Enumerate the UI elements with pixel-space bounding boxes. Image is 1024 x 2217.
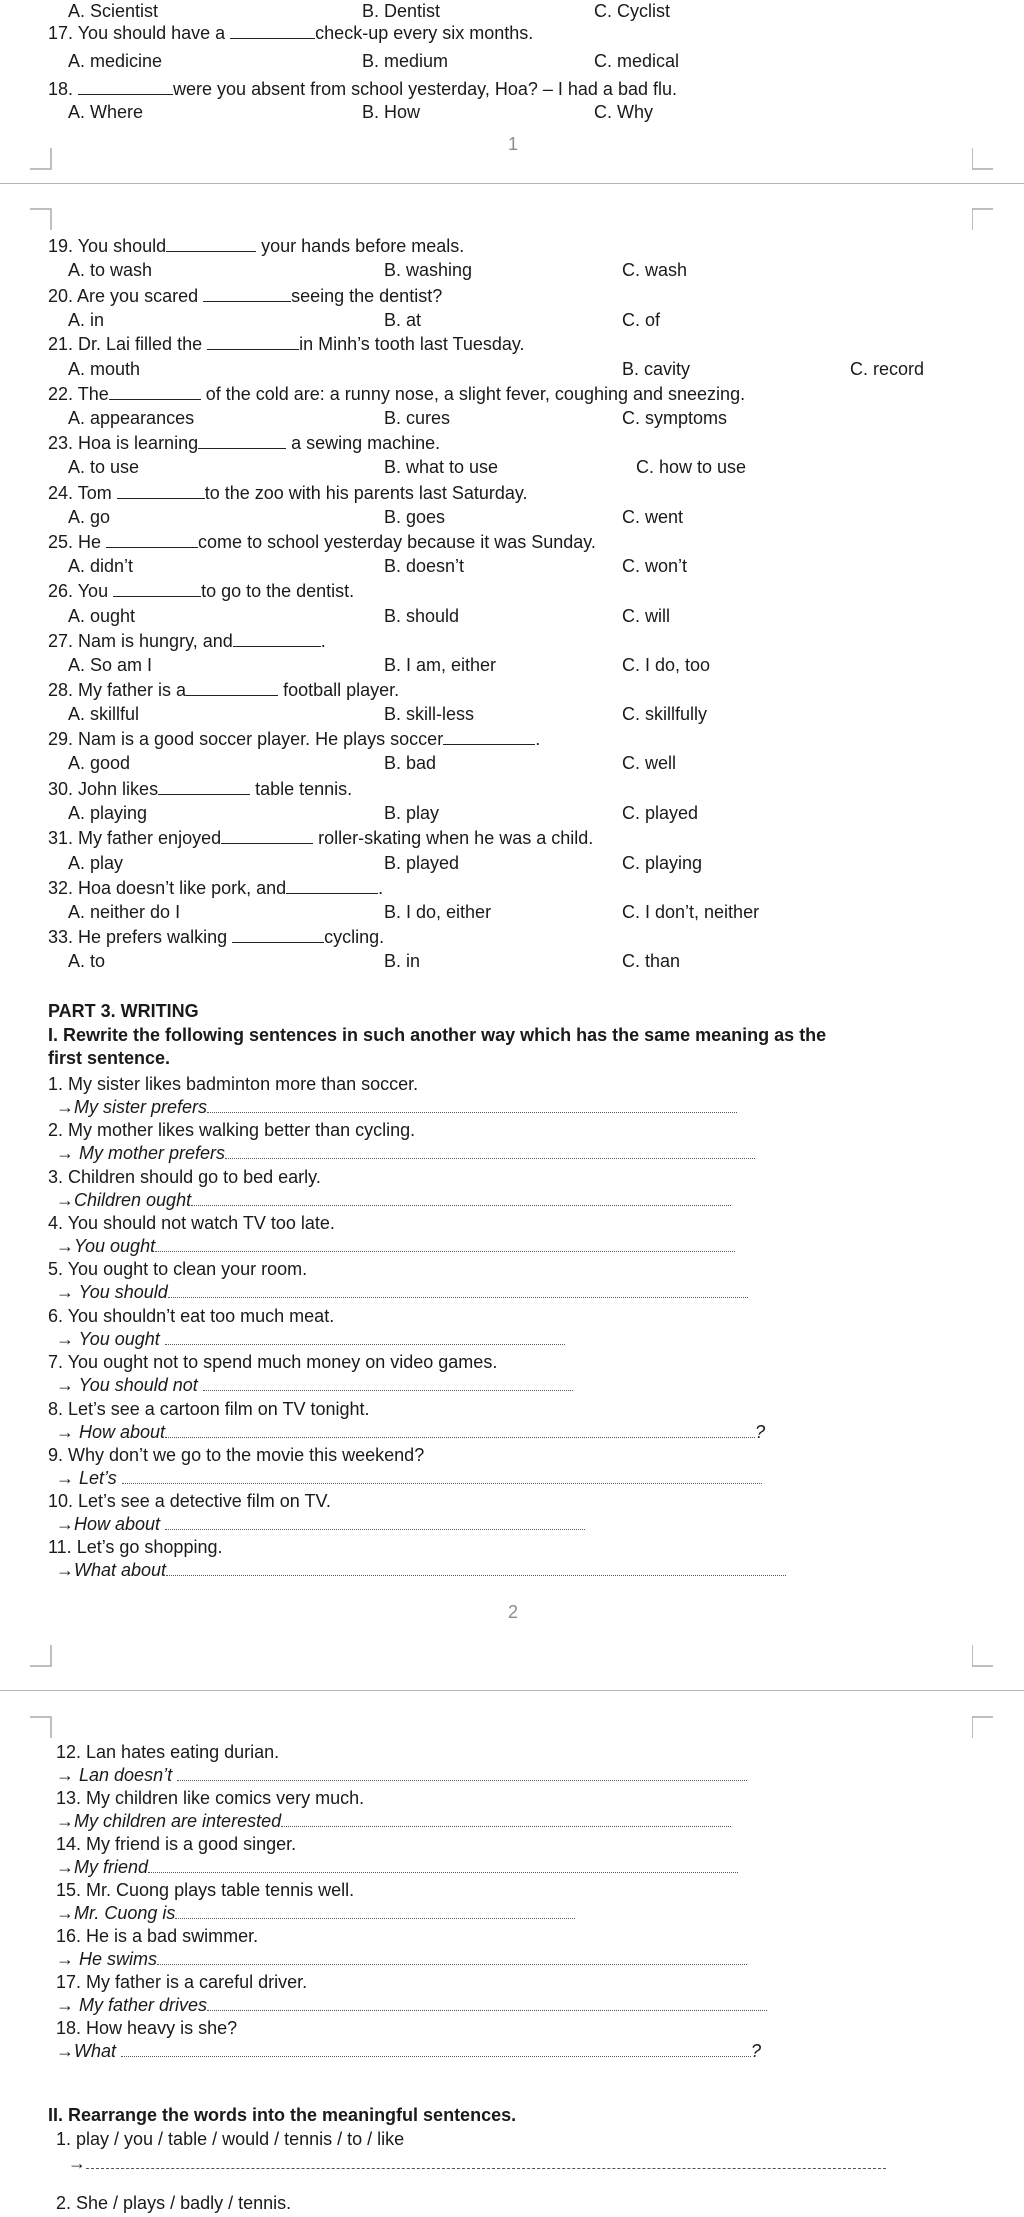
q16-option-b: B. Dentist xyxy=(362,1,441,21)
q30-option-b: B. play xyxy=(384,803,440,823)
rewrite-item-16-question: 16. He is a bad swimmer. xyxy=(56,1926,259,1946)
rewrite-item-8-question: 8. Let’s see a cartoon film on TV tonight. xyxy=(48,1399,370,1419)
question-19: 19. You should your hands before meals. xyxy=(48,236,465,256)
q32-option-c: C. I don’t, neither xyxy=(622,902,760,922)
q33-option-c: C. than xyxy=(622,951,681,971)
rearrange-item-2: 2. She / plays / badly / tennis. xyxy=(56,2193,292,2213)
q29-option-c: C. well xyxy=(622,753,677,773)
q33-option-a: A. to xyxy=(68,951,106,971)
rewrite-item-15-answer-line: →Mr. Cuong is xyxy=(56,1902,575,1924)
q25-option-b: B. doesn’t xyxy=(384,556,465,576)
q22-option-c: C. symptoms xyxy=(622,408,728,428)
q28-option-b: B. skill-less xyxy=(384,704,475,724)
q26-option-c: C. will xyxy=(622,606,670,626)
rewrite-item-2-question: 2. My mother likes walking better than cycling. xyxy=(48,1120,416,1140)
q18-option-c: C. Why xyxy=(594,102,654,122)
rewrite-item-11-answer-line: →What about xyxy=(56,1559,786,1581)
page-corner-mark xyxy=(972,148,994,170)
q18-option-b: B. How xyxy=(362,102,421,122)
q27-option-b: B. I am, either xyxy=(384,655,497,675)
q24-option-c: C. went xyxy=(622,507,684,527)
rewrite-item-18-answer-line: →What ? xyxy=(56,2041,762,2061)
question-28: 28. My father is a football player. xyxy=(48,680,400,700)
page-number-2: 2 xyxy=(508,1602,519,1622)
question-26: 26. You to go to the dentist. xyxy=(48,581,355,601)
q21-option-c: C. record xyxy=(850,359,925,379)
rewrite-item-16-answer-line: → He swims xyxy=(56,1948,747,1970)
rewrite-item-3-question: 3. Children should go to bed early. xyxy=(48,1167,321,1187)
page-corner-mark xyxy=(972,1716,994,1738)
rearrange-item-1-answer-line: → xyxy=(68,2152,886,2174)
question-18: 18. were you absent from school yesterday, Hoa? – I had a bad flu. xyxy=(48,79,677,99)
q24-option-a: A. go xyxy=(68,507,111,527)
question-20: 20. Are you scared seeing the dentist? xyxy=(48,286,443,306)
q32-option-b: B. I do, either xyxy=(384,902,492,922)
q16-option-c: C. Cyclist xyxy=(594,1,670,21)
q21-option-b: B. cavity xyxy=(622,359,691,379)
question-29: 29. Nam is a good soccer player. He plays soccer . xyxy=(48,729,541,749)
rewrite-item-5-answer-line: → You should xyxy=(56,1281,748,1303)
page-corner-mark xyxy=(972,1645,994,1667)
q20-option-c: C. of xyxy=(622,310,661,330)
rewrite-item-4-answer-line: →You ought xyxy=(56,1235,735,1257)
page-number-1: 1 xyxy=(508,134,519,154)
q30-option-c: C. played xyxy=(622,803,699,823)
q28-option-a: A. skillful xyxy=(68,704,140,724)
rewrite-item-13-answer-line: →My children are interested xyxy=(56,1810,731,1832)
q21-option-a: A. mouth xyxy=(68,359,141,379)
q27-option-a: A. So am I xyxy=(68,655,153,675)
page-corner-mark xyxy=(30,1645,52,1667)
rewrite-item-12-answer-line: → Lan doesn’t xyxy=(56,1764,747,1786)
q29-option-a: A. good xyxy=(68,753,131,773)
rewrite-item-1-answer-line: →My sister prefers xyxy=(56,1096,737,1118)
rewrite-item-6-answer-line: → You ought xyxy=(56,1328,565,1350)
page-corner-mark xyxy=(30,148,52,170)
q26-option-a: A. ought xyxy=(68,606,136,626)
rewrite-item-15-question: 15. Mr. Cuong plays table tennis well. xyxy=(56,1880,355,1900)
page-divider xyxy=(0,1690,1024,1691)
rewrite-item-5-question: 5. You ought to clean your room. xyxy=(48,1259,308,1279)
question-22: 22. The of the cold are: a runny nose, a slight fever, coughing and sneezing. xyxy=(48,384,746,404)
part3-title: PART 3. WRITING xyxy=(48,1001,199,1021)
question-33: 33. He prefers walking cycling. xyxy=(48,927,385,947)
rewrite-item-13-question: 13. My children like comics very much. xyxy=(56,1788,365,1808)
q23-option-b: B. what to use xyxy=(384,457,499,477)
q19-option-b: B. washing xyxy=(384,260,473,280)
q30-option-a: A. playing xyxy=(68,803,148,823)
q17-option-a: A. medicine xyxy=(68,51,163,71)
rewrite-item-17-answer-line: → My father drives xyxy=(56,1994,767,2016)
page-corner-mark xyxy=(972,208,994,230)
q20-option-b: B. at xyxy=(384,310,422,330)
rewrite-item-2-answer-line: → My mother prefers xyxy=(56,1142,755,1164)
q28-option-c: C. skillfully xyxy=(622,704,708,724)
question-27: 27. Nam is hungry, and . xyxy=(48,631,326,651)
question-25: 25. He come to school yesterday because it was Sunday. xyxy=(48,532,596,552)
question-23: 23. Hoa is learning a sewing machine. xyxy=(48,433,441,453)
question-24: 24. Tom to the zoo with his parents last Saturday. xyxy=(48,483,528,503)
q20-option-a: A. in xyxy=(68,310,105,330)
rewrite-item-12-question: 12. Lan hates eating durian. xyxy=(56,1742,280,1762)
rewrite-item-14-question: 14. My friend is a good singer. xyxy=(56,1834,297,1854)
q22-option-b: B. cures xyxy=(384,408,451,428)
q24-option-b: B. goes xyxy=(384,507,446,527)
q27-option-c: C. I do, too xyxy=(622,655,711,675)
section1-title-line1: I. Rewrite the following sentences in such another way which has the same meaning as the xyxy=(48,1025,827,1045)
q26-option-b: B. should xyxy=(384,606,460,626)
q25-option-c: C. won’t xyxy=(622,556,688,576)
q31-option-b: B. played xyxy=(384,853,460,873)
rewrite-item-6-question: 6. You shouldn’t eat too much meat. xyxy=(48,1306,335,1326)
section1-title-line2: first sentence. xyxy=(48,1048,171,1068)
question-21: 21. Dr. Lai filled the in Minh’s tooth last Tuesday. xyxy=(48,334,525,354)
rewrite-item-14-answer-line: →My friend xyxy=(56,1856,738,1878)
rearrange-item-1: 1. play / you / table / would / tennis / to / like xyxy=(56,2129,405,2149)
q33-option-b: B. in xyxy=(384,951,421,971)
rewrite-item-7-question: 7. You ought not to spend much money on video games. xyxy=(48,1352,498,1372)
rewrite-item-11-question: 11. Let’s go shopping. xyxy=(48,1537,223,1557)
q17-option-b: B. medium xyxy=(362,51,449,71)
page-corner-mark xyxy=(30,1716,52,1738)
q19-option-a: A. to wash xyxy=(68,260,153,280)
q22-option-a: A. appearances xyxy=(68,408,195,428)
rewrite-item-4-question: 4. You should not watch TV too late. xyxy=(48,1213,335,1233)
rewrite-item-18-question: 18. How heavy is she? xyxy=(56,2018,238,2038)
question-32: 32. Hoa doesn’t like pork, and . xyxy=(48,878,384,898)
q25-option-a: A. didn’t xyxy=(68,556,134,576)
q19-option-c: C. wash xyxy=(622,260,688,280)
q16-option-a: A. Scientist xyxy=(68,1,159,21)
q31-option-c: C. playing xyxy=(622,853,703,873)
rewrite-item-10-answer-line: →How about xyxy=(56,1513,585,1535)
rewrite-item-17-question: 17. My father is a careful driver. xyxy=(56,1972,308,1992)
rewrite-item-9-question: 9. Why don’t we go to the movie this weekend? xyxy=(48,1445,425,1465)
q23-option-c: C. how to use xyxy=(636,457,747,477)
page-divider xyxy=(0,183,1024,184)
q18-option-a: A. Where xyxy=(68,102,144,122)
q32-option-a: A. neither do I xyxy=(68,902,181,922)
question-30: 30. John likes table tennis. xyxy=(48,779,353,799)
q23-option-a: A. to use xyxy=(68,457,140,477)
rewrite-item-1-question: 1. My sister likes badminton more than soccer. xyxy=(48,1074,419,1094)
question-17: 17. You should have a check-up every six months. xyxy=(48,23,534,43)
rewrite-item-3-answer-line: →Children ought xyxy=(56,1189,731,1211)
section2-title: II. Rearrange the words into the meaningful sentences. xyxy=(48,2105,517,2125)
rewrite-item-10-question: 10. Let’s see a detective film on TV. xyxy=(48,1491,331,1511)
page-corner-mark xyxy=(30,208,52,230)
rewrite-item-9-answer-line: → Let’s xyxy=(56,1467,762,1489)
rewrite-item-8-answer-line: → How about ? xyxy=(56,1422,766,1442)
rewrite-item-7-answer-line: → You should not xyxy=(56,1374,573,1396)
q31-option-a: A. play xyxy=(68,853,124,873)
q17-option-c: C. medical xyxy=(594,51,680,71)
q29-option-b: B. bad xyxy=(384,753,437,773)
question-31: 31. My father enjoyed roller-skating when he was a child. xyxy=(48,828,594,848)
